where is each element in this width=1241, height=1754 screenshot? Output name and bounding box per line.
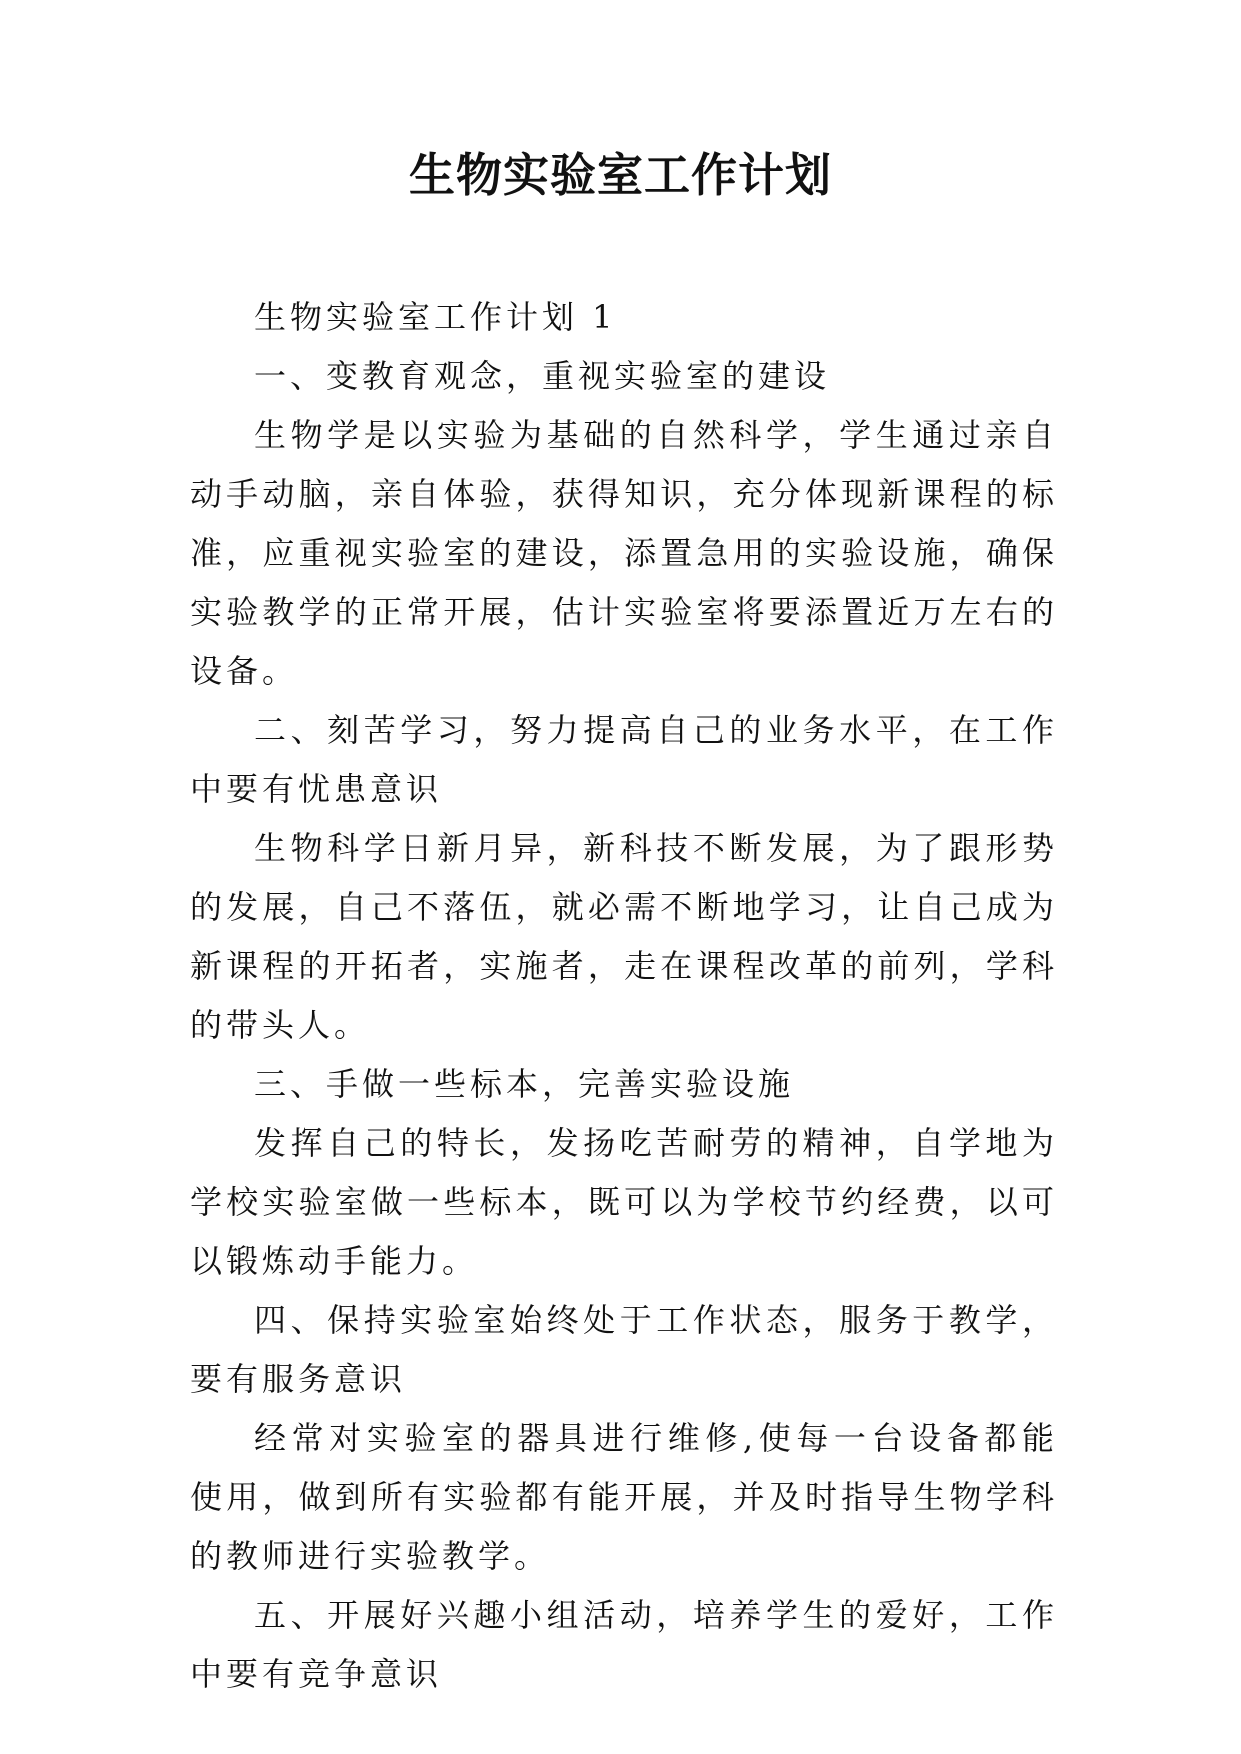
section-heading-4: 四、保持实验室始终处于工作状态，服务于教学，要有服务意识 bbox=[190, 1301, 1058, 1398]
section-heading-1: 一、变教育观念，重视实验室的建设 bbox=[254, 357, 831, 395]
paragraph-4: 经常对实验室的器具进行维修,使每一台设备都能使用，做到所有实验都有能开展，并及时指导生物学科的教师进行实验教学。 bbox=[190, 1419, 1058, 1575]
section-heading-2: 二、刻苦学习，努力提高自己的业务水平，在工作中要有忧患意识 bbox=[190, 711, 1058, 808]
section-heading-plan-1: 生物实验室工作计划 1 bbox=[254, 298, 617, 336]
document-title: 生物实验室工作计划 bbox=[409, 148, 832, 202]
document-body bbox=[190, 288, 1058, 1704]
paragraph-1: 生物学是以实验为基础的自然科学，学生通过亲自动手动脑，亲自体验，获得知识，充分体现新课程的标准，应重视实验室的建设，添置急用的实验设施，确保实验教学的正常开展，估计实验室将要添置近万左右的设备。 bbox=[190, 416, 1058, 690]
paragraph-3: 发挥自己的特长，发扬吃苦耐劳的精神，自学地为学校实验室做一些标本，既可以为学校节约经费，以可以锻炼动手能力。 bbox=[190, 1124, 1058, 1280]
section-heading-3: 三、手做一些标本，完善实验设施 bbox=[254, 1065, 795, 1103]
section-heading-5: 五、开展好兴趣小组活动，培养学生的爱好，工作中要有竞争意识 bbox=[190, 1596, 1058, 1693]
paragraph-2: 生物科学日新月异，新科技不断发展，为了跟形势的发展，自己不落伍，就必需不断地学习，让自己成为新课程的开拓者，实施者，走在课程改革的前列，学科的带头人。 bbox=[190, 829, 1058, 1044]
